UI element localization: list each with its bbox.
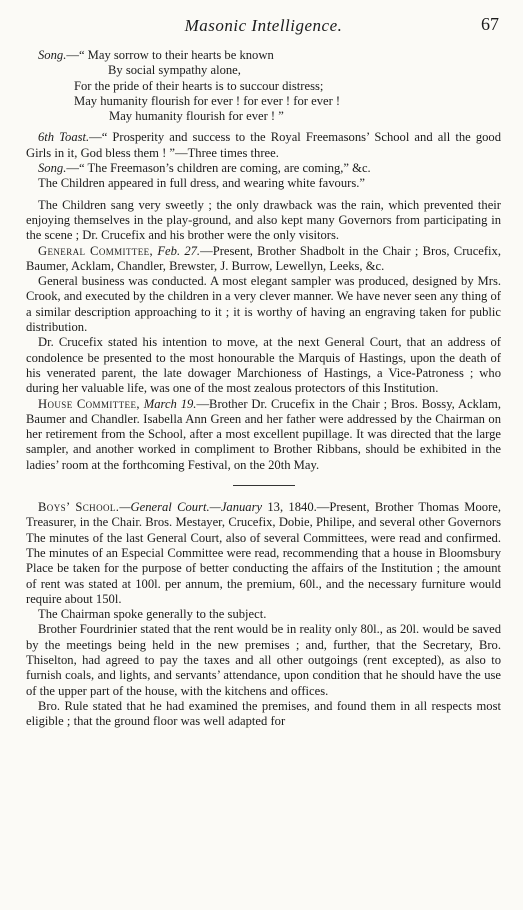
paragraph: Brother Fourdrinier stated that the rent would be in reality only 80l., as 20l. would be saved by the meetings being held in the new premises ; and, further, that the Secretary, Bro. Thiselton, had agreed to pay the taxes and all other outgoings (rent excepted), as also to furnish coals, and lights, and servants’ attendance, upon condition that he should have the use of the upper part of the house, with the kitchens and offices. [26, 622, 501, 698]
verse-line: Song.—“ May sorrow to their hearts be known [38, 48, 274, 62]
court-label: —General Court. [119, 500, 210, 515]
running-title: Masonic Intelligence. [184, 16, 343, 35]
section-divider [233, 485, 295, 486]
page-number: 67 [481, 14, 499, 34]
house-committee-paragraph: House Committee, March 19.—Brother Dr. Crucefix in the Chair ; Bros. Bossy, Acklam, Baumer and Chandler. Isabella Ann Green and her father were addressed by the Chairman on her retirement from the School, after a most excellent pupillage. It was directed that the large sampler, and another worked in compliment to Brother Ribbans, should be exhibited in the ladies’ room at the forthcoming Festival, on the 20th May. [26, 396, 502, 472]
song-lead: Song. [38, 48, 67, 62]
verse-line: By social sympathy alone, [108, 63, 241, 78]
verse-line: May humanity flourish for ever ! ” [109, 109, 284, 124]
meeting-date: March 19. [143, 396, 197, 411]
page-header [26, 14, 501, 44]
song-verse [26, 48, 501, 124]
paragraph: The Children sang very sweetly ; the only drawback was the rain, which prevented their enjoying themselves in the play-ground, and also kept many Governors from participating in the scene ; Dr. Crucefix and his brother were the only visitors. [26, 197, 501, 243]
section-heading: General Committee, [38, 243, 154, 258]
section-heading: House Committee, [38, 396, 140, 411]
song-paragraph: Song.—“ The Freemason’s children are coming, are coming,” &c. [38, 161, 371, 176]
paragraph: The Chairman spoke generally to the subject. [38, 607, 267, 622]
boys-school-paragraph: Boys’ School.—General Court.—January 13, 1840.—Present, Brother Thomas Moore, Treasurer, in the Chair. Bros. Mestayer, Crucefix, Dobie, Philipe, and several other Governors The minutes of the last General Court, also of several Committees, were read and confirmed. The minutes of an Especial Committee were read, recommending that a house in Bloomsbury Place be taken for the purpose of better conducting the affairs of the Institution ; the amount of rent was stated at 100l. per annum, the premium, 60l., and the necessary furniture would require about 150l. [26, 500, 501, 606]
verse-line: May humanity flourish for ever ! for ever ! for ever ! [74, 93, 341, 108]
toast-lead: 6th Toast. [38, 130, 90, 145]
general-committee-paragraph: General Committee, Feb. 27.—Present, Brother Shadbolt in the Chair ; Bros, Crucefix, Baumer, Acklam, Chandler, Brewster, J. Burrow, Lewellyn, Leeks, &c. [26, 243, 502, 273]
song-lead: Song. [38, 161, 67, 176]
paragraph: Bro. Rule stated that he had examined the premises, and found them in all respects most eligible ; that the ground floor was well adapted for [26, 698, 501, 729]
paragraph: The Children appeared in full dress, and wearing white favours.” [38, 176, 365, 191]
page-body [26, 48, 501, 729]
paragraph: General business was conducted. A most elegant sampler was produced, designed by Mrs. Crook, and executed by the children in a very clever manner. We have never seen any thing of a similar description approaching to it ; it is worthy of having an engraving taken for public distribution. [26, 274, 501, 335]
meeting-date: Feb. 27. [157, 243, 201, 258]
verse-line: For the pride of their hearts is to succour distress; [74, 78, 324, 93]
toast-paragraph: 6th Toast.—“ Prosperity and success to the Royal Freemasons’ School and all the good Girls in it, God bless them ! ”—Three times three. [26, 130, 502, 160]
section-heading: Boys’ School. [38, 500, 120, 515]
paragraph: Dr. Crucefix stated his intention to move, at the next General Court, that an address of condolence be presented to the most honourable the Marquis of Hastings, upon the death of his venerated parent, the late dowager Marchioness of Hastings, a Vice-Patroness ; who during her valuable life, was one of the most zealous protectors of this Institution. [26, 335, 501, 396]
meeting-date: —January [209, 500, 263, 515]
